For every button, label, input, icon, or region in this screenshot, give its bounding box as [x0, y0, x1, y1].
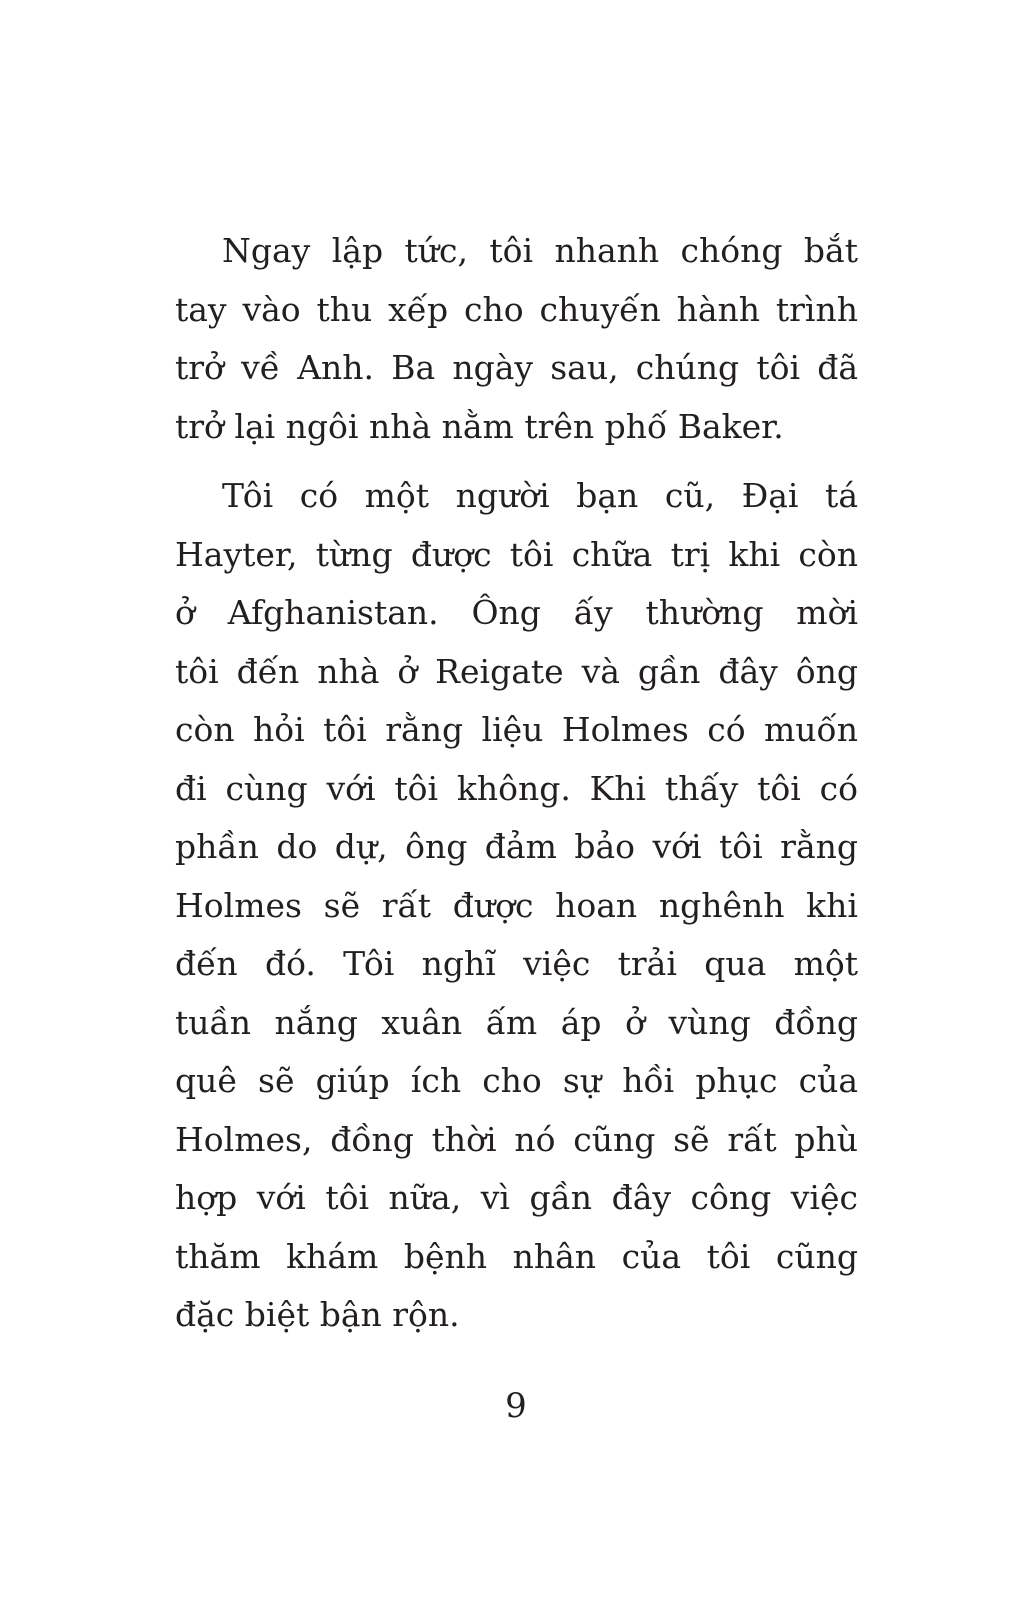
text-line: trở về Anh. Ba ngày sau, chúng tôi đã — [175, 348, 858, 387]
text-line: Hayter, từng được tôi chữa trị khi còn — [175, 534, 858, 574]
page-number: 9 — [505, 1386, 527, 1426]
text-line: trở lại ngôi nhà nằm trên phố Baker. — [175, 406, 784, 446]
text-line: thăm khám bệnh nhân của tôi cũng — [175, 1236, 858, 1276]
text-line: tay vào thu xếp cho chuyến hành trình — [175, 289, 858, 329]
text-line: đặc biệt bận rộn. — [175, 1295, 460, 1334]
text-line: Holmes, đồng thời nó cũng sẽ rất phù — [175, 1119, 858, 1159]
text-line: Ngay lập tức, tôi nhanh chóng bắt — [222, 231, 858, 270]
text-line: hợp với tôi nữa, vì gần đây công việc — [175, 1178, 858, 1217]
text-line: đi cùng với tôi không. Khi thấy tôi có — [175, 768, 858, 808]
body-text — [175, 222, 858, 1345]
paragraph-2 — [175, 467, 858, 1345]
text-line: tuần nắng xuân ấm áp ở vùng đồng — [175, 1002, 858, 1042]
text-line: đến đó. Tôi nghĩ việc trải qua một — [175, 944, 858, 983]
text-line: phần do dự, ông đảm bảo với tôi rằng — [175, 827, 858, 866]
text-line: quê sẽ giúp ích cho sự hồi phục của — [175, 1061, 858, 1100]
text-line: Holmes sẽ rất được hoan nghênh khi — [175, 885, 858, 925]
paragraph-1 — [175, 222, 858, 456]
text-line: tôi đến nhà ở Reigate và gần đây ông — [175, 651, 858, 691]
text-line: Tôi có một người bạn cũ, Đại tá — [222, 476, 858, 515]
text-line: còn hỏi tôi rằng liệu Holmes có muốn — [175, 710, 858, 749]
text-line: ở Afghanistan. Ông ấy thường mời — [175, 593, 858, 632]
